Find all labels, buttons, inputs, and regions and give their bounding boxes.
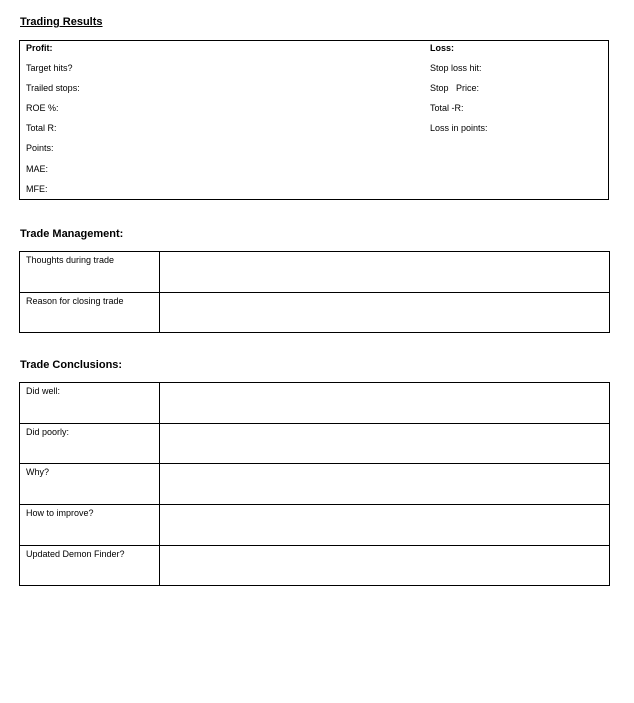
profit-header: Profit: <box>26 43 53 53</box>
row-value-updated-demon-finder[interactable] <box>160 546 610 586</box>
table-row <box>20 293 610 333</box>
row-label-thoughts-during-trade: Thoughts during trade <box>20 252 160 293</box>
loss-item-stop-price: Stop Price: <box>430 83 480 93</box>
table-row <box>20 464 610 505</box>
loss-header: Loss: <box>430 43 455 53</box>
trading-results-box <box>19 40 609 200</box>
profit-item-points: Points: <box>26 143 54 153</box>
profit-item-trailed-stops: Trailed stops: <box>26 83 80 93</box>
row-value-why[interactable] <box>160 464 610 505</box>
row-value-how-to-improve[interactable] <box>160 505 610 546</box>
row-label-did-well: Did well: <box>20 383 160 424</box>
row-label-why: Why? <box>20 464 160 505</box>
trading-results-title: Trading Results <box>20 16 103 28</box>
loss-item-total-negative-r: Total -R: <box>430 103 464 113</box>
loss-item-stop-loss-hit: Stop loss hit: <box>430 63 482 73</box>
profit-item-mae: MAE: <box>26 164 49 174</box>
profit-item-mfe: MFE: <box>26 184 48 194</box>
table-row <box>20 546 610 586</box>
trade-conclusions-table <box>19 382 610 586</box>
profit-item-target-hits: Target hits? <box>26 63 73 73</box>
row-label-how-to-improve: How to improve? <box>20 505 160 546</box>
profit-item-roe: ROE %: <box>26 103 59 113</box>
profit-item-total-r: Total R: <box>26 123 57 133</box>
loss-item-loss-in-points: Loss in points: <box>430 123 488 133</box>
row-value-thoughts-during-trade[interactable] <box>160 252 610 293</box>
trade-management-title: Trade Management: <box>20 228 124 240</box>
row-label-reason-for-closing-trade: Reason for closing trade <box>20 293 160 333</box>
row-value-reason-for-closing-trade[interactable] <box>160 293 610 333</box>
table-row <box>20 505 610 546</box>
row-value-did-well[interactable] <box>160 383 610 424</box>
table-row <box>20 252 610 293</box>
trade-management-table <box>19 251 610 333</box>
row-label-did-poorly: Did poorly: <box>20 424 160 464</box>
table-row <box>20 383 610 424</box>
trade-conclusions-title: Trade Conclusions: <box>20 359 123 371</box>
row-value-did-poorly[interactable] <box>160 424 610 464</box>
row-label-updated-demon-finder: Updated Demon Finder? <box>20 546 160 586</box>
table-row <box>20 424 610 464</box>
